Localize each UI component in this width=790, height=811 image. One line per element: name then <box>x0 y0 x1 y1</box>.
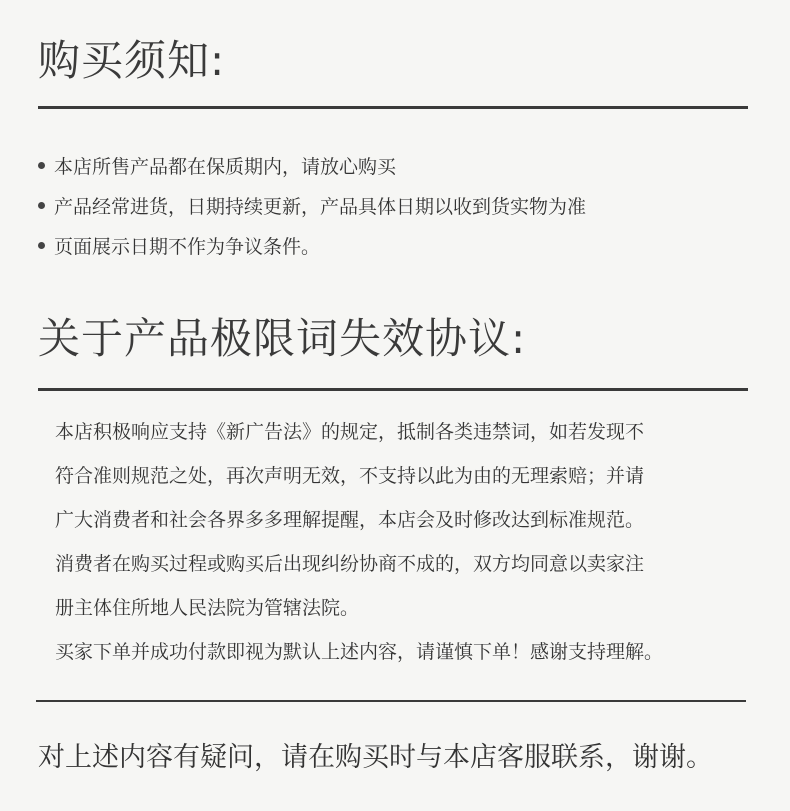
bullet-icon <box>38 202 45 209</box>
agreement-line: 买家下单并成功付款即视为默认上述内容，请谨慎下单！感谢支持理解。 <box>55 641 664 663</box>
agreement-line: 广大消费者和社会各界多多理解提醒，本店会及时修改达到标准规范。 <box>55 509 645 531</box>
divider <box>38 106 748 109</box>
purchase-notice-list <box>38 147 586 267</box>
bullet-icon <box>38 242 45 249</box>
list-item <box>38 147 586 187</box>
footer-contact-note: 对上述内容有疑问，请在购买时与本店客服联系，谢谢。 <box>38 742 713 773</box>
agreement-line: 册主体住所地人民法院为管辖法院。 <box>55 597 360 619</box>
agreement-line: 符合准则规范之处，再次声明无效，不支持以此为由的无理索赔；并请 <box>55 465 645 487</box>
divider <box>38 388 748 391</box>
list-item-text: 页面展示日期不作为争议条件。 <box>54 236 321 258</box>
list-item <box>38 187 586 227</box>
divider <box>36 700 746 702</box>
agreement-line: 本店积极响应支持《新广告法》的规定，抵制各类违禁词，如若发现不 <box>55 421 645 443</box>
agreement-body <box>55 410 765 674</box>
bullet-icon <box>38 162 45 169</box>
list-item <box>38 227 586 267</box>
list-item-text: 本店所售产品都在保质期内，请放心购买 <box>54 156 397 178</box>
list-item-text: 产品经常进货，日期持续更新，产品具体日期以收到货实物为准 <box>54 196 587 218</box>
agreement-line: 消费者在购买过程或购买后出现纠纷协商不成的，双方均同意以卖家注 <box>55 553 645 575</box>
agreement-title: 关于产品极限词失效协议: <box>38 314 527 363</box>
purchase-notice-title: 购买须知: <box>38 36 226 85</box>
